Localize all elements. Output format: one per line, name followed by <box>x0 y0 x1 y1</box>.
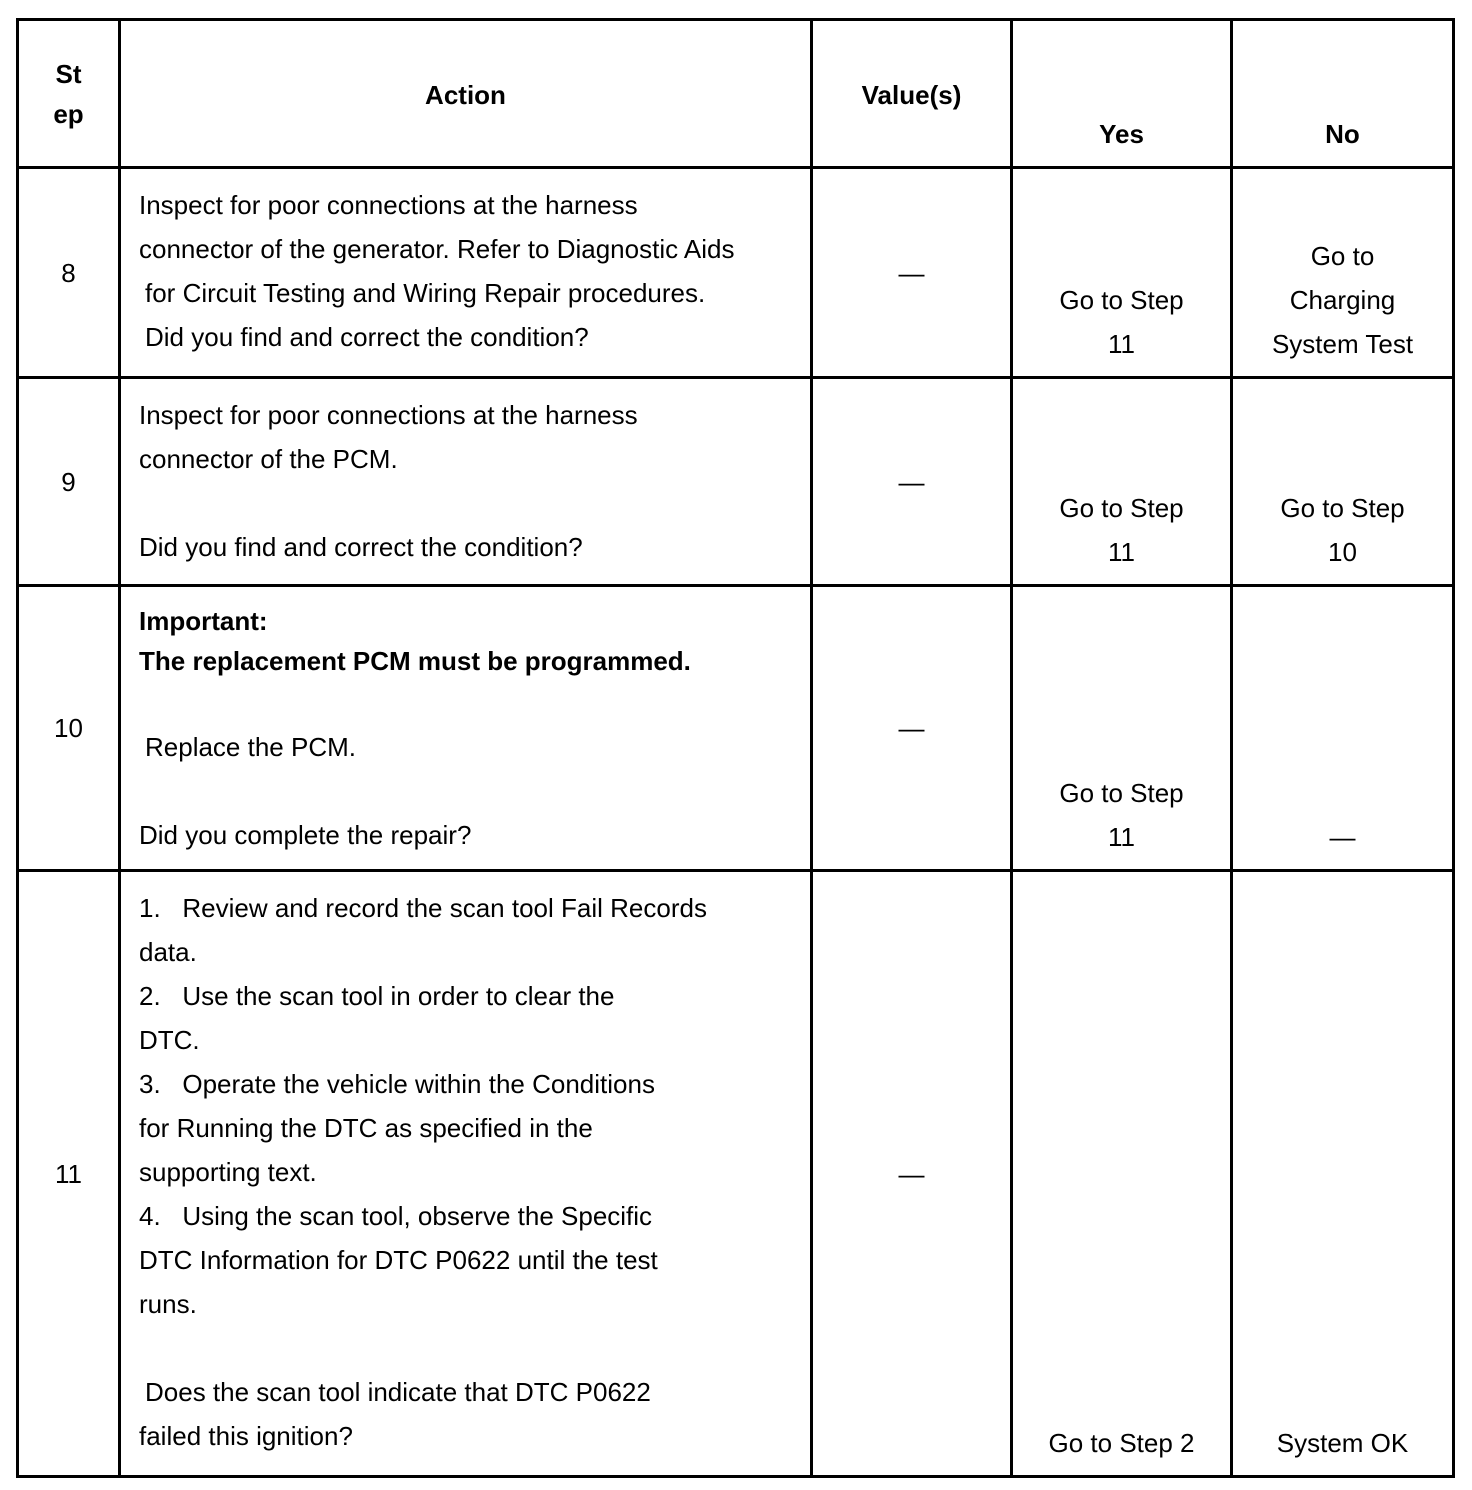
action-line: 3. Operate the vehicle within the Conditions <box>139 1069 655 1099</box>
no-cell: System OK <box>1232 871 1454 1477</box>
step-number: 11 <box>18 871 120 1477</box>
yes-cell: Go to Step 11 <box>1012 586 1232 871</box>
action-line: Did you complete the repair? <box>139 820 472 850</box>
table-row <box>18 871 1454 1477</box>
action-line: runs. <box>139 1289 197 1319</box>
action-line: 4. Using the scan tool, observe the Specific <box>139 1201 653 1231</box>
yes-cell: Go to Step 11 <box>1012 378 1232 586</box>
action-cell <box>120 586 812 871</box>
value-cell: — <box>812 168 1012 378</box>
action-cell <box>120 378 812 586</box>
header-yes: Yes <box>1012 20 1232 168</box>
step-number: 10 <box>18 586 120 871</box>
no-cell: Go to Step 10 <box>1232 378 1454 586</box>
diagnostic-table <box>16 18 1455 1478</box>
header-action: Action <box>120 20 812 168</box>
action-line: failed this ignition? <box>139 1421 353 1451</box>
no-cell: — <box>1232 586 1454 871</box>
header-values: Value(s) <box>812 20 1012 168</box>
action-line: Did you find and correct the condition? <box>145 322 589 352</box>
action-cell <box>120 871 812 1477</box>
value-cell: — <box>812 871 1012 1477</box>
header-no: No <box>1232 20 1454 168</box>
action-line: 2. Use the scan tool in order to clear the <box>139 981 615 1011</box>
important-text: The replacement PCM must be programmed. <box>139 646 691 676</box>
action-cell <box>120 168 812 378</box>
action-line: Inspect for poor connections at the harness <box>139 400 638 430</box>
action-line: Inspect for poor connections at the harness <box>139 190 638 220</box>
header-step: St ep <box>18 20 120 168</box>
action-line: connector of the PCM. <box>139 444 398 474</box>
action-line: DTC. <box>139 1025 200 1055</box>
action-line: DTC Information for DTC P0622 until the test <box>139 1245 658 1275</box>
no-cell: Go to Charging System Test <box>1232 168 1454 378</box>
action-line: Did you find and correct the condition? <box>139 532 583 562</box>
action-line: data. <box>139 937 197 967</box>
action-line: Replace the PCM. <box>145 732 356 762</box>
table-row <box>18 586 1454 871</box>
action-line: for Running the DTC as specified in the <box>139 1113 593 1143</box>
table-row <box>18 168 1454 378</box>
header-row <box>18 20 1454 168</box>
action-line: Does the scan tool indicate that DTC P0622 <box>145 1377 651 1407</box>
important-label: Important: <box>139 606 268 636</box>
action-line: for Circuit Testing and Wiring Repair procedures. <box>145 278 706 308</box>
action-line: supporting text. <box>139 1157 317 1187</box>
value-cell: — <box>812 586 1012 871</box>
yes-cell: Go to Step 2 <box>1012 871 1232 1477</box>
table-row <box>18 378 1454 586</box>
step-number: 8 <box>18 168 120 378</box>
action-line: 1. Review and record the scan tool Fail Records <box>139 893 707 923</box>
yes-cell: Go to Step 11 <box>1012 168 1232 378</box>
value-cell: — <box>812 378 1012 586</box>
step-number: 9 <box>18 378 120 586</box>
action-line: connector of the generator. Refer to Diagnostic Aids <box>139 234 735 264</box>
